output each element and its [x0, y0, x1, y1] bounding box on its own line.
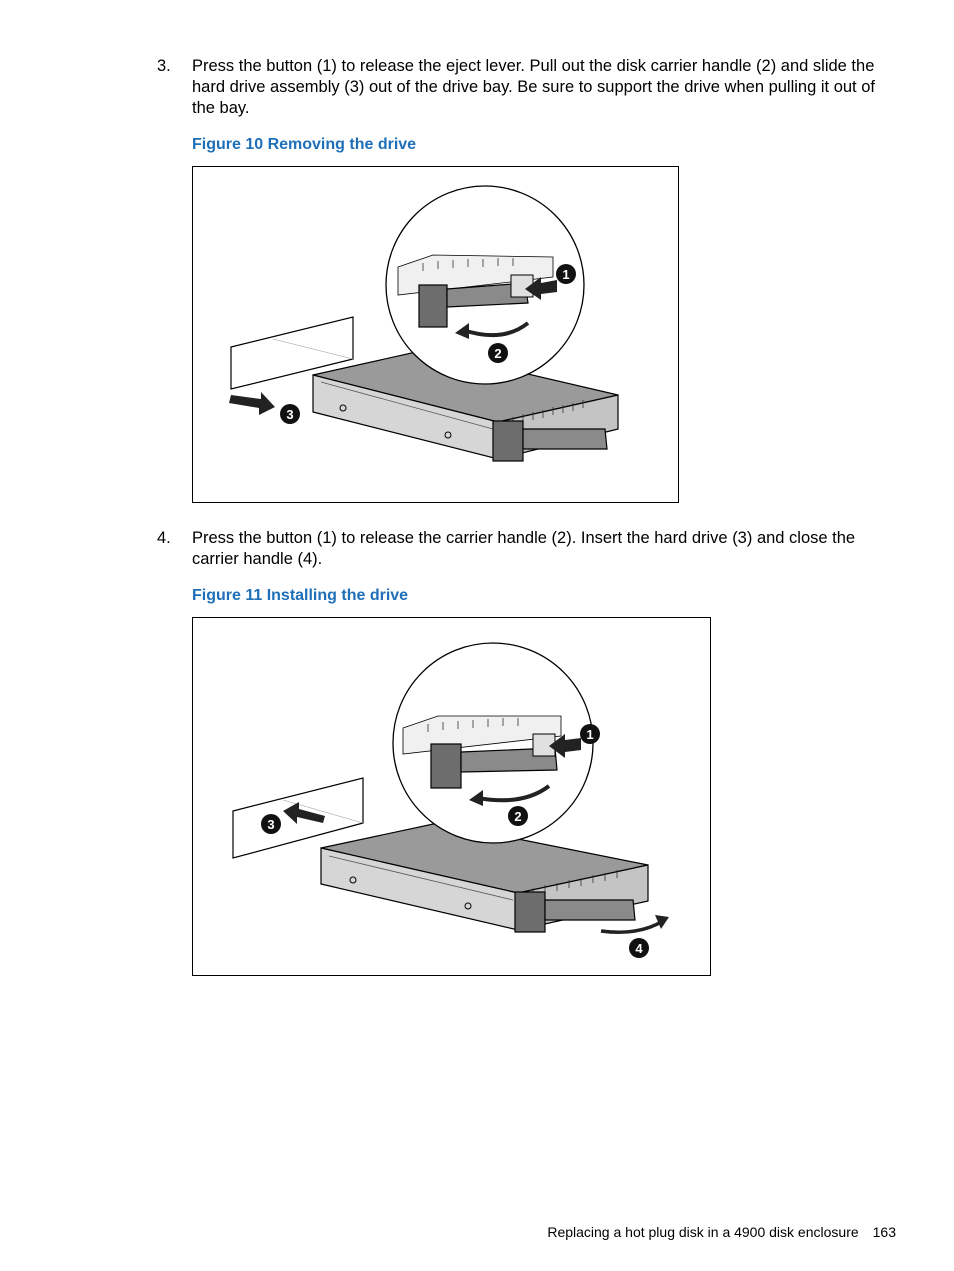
svg-text:3: 3: [267, 817, 275, 832]
step-number: 3.: [157, 57, 171, 75]
removing-drive-illustration: [193, 167, 678, 502]
callout-4-icon: [629, 938, 649, 958]
callout-2-icon: [508, 806, 528, 826]
svg-text:2: 2: [514, 809, 522, 824]
figure-11-caption: Figure 11 Installing the drive: [192, 587, 409, 604]
step-text: Press the button (1) to release the eject lever. Pull out the disk carrier handle (2) and slide the hard drive assembly (3) out of the drive bay. Be sure to support the drive when pulling it out of the bay.: [192, 57, 875, 117]
svg-text:1: 1: [586, 727, 594, 742]
svg-text:2: 2: [494, 346, 502, 361]
callout-3-icon: [261, 814, 281, 834]
installing-drive-illustration: [193, 618, 710, 975]
figure-10-caption: Figure 10 Removing the drive: [192, 136, 417, 153]
callout-3-icon: [280, 404, 300, 424]
arrow-4: [601, 921, 663, 932]
callout-1-icon: [580, 724, 600, 744]
zoom-detail: [386, 186, 584, 384]
svg-text:4: 4: [635, 941, 643, 956]
step-number: 4.: [157, 529, 171, 547]
callout-1-icon: [556, 264, 576, 284]
callout-2-icon: [488, 343, 508, 363]
zoom-detail: [393, 643, 593, 843]
svg-text:3: 3: [286, 407, 294, 422]
arrow-3: [229, 392, 275, 415]
footer-title: Replacing a hot plug disk in a 4900 disk enclosure: [547, 1224, 859, 1240]
figure-11-installing-drive: [192, 617, 711, 976]
svg-text:1: 1: [562, 267, 570, 282]
step-text: Press the button (1) to release the carrier handle (2). Insert the hard drive (3) and close the carrier handle (4).: [192, 529, 856, 568]
figure-10-removing-drive: [192, 166, 679, 503]
page-number: 163: [872, 1224, 896, 1240]
page-footer: [533, 1224, 896, 1240]
